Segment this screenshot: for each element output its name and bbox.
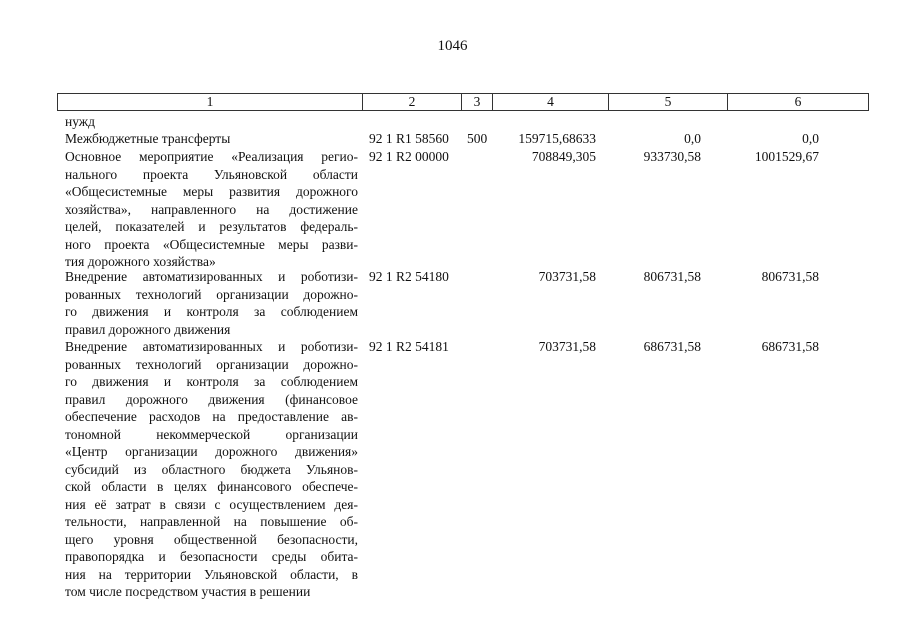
header-col-5: 5: [609, 94, 728, 111]
header-col-3: 3: [462, 94, 493, 111]
header-col-1: 1: [58, 94, 363, 111]
description-line: ного проекта «Общесистемные меры разви-: [65, 236, 358, 252]
amount-col-4: 708849,305: [531, 149, 596, 164]
description-line: нального проекта Ульяновской области: [65, 166, 358, 182]
expense-type: 500: [467, 131, 488, 146]
header-col-4: 4: [493, 94, 609, 111]
amount-col-4: 703731,58: [538, 339, 596, 354]
amount-col-6: 1001529,67: [754, 149, 819, 164]
description-line: рованных технологий организации дорожно-: [65, 286, 358, 302]
description-line: рованных технологий организации дорожно-: [65, 356, 358, 372]
header-row: [58, 94, 869, 111]
description-line: обеспечение расходов на предоставление ав-: [65, 409, 358, 424]
row-description: [65, 338, 358, 601]
description-line: правил дорожного движения (финансовое: [65, 391, 358, 407]
description-line: нужд: [65, 114, 95, 129]
description-line: ской области в целях финансового обеспече-: [65, 479, 358, 494]
amount-col-5: 806731,58: [643, 269, 701, 284]
amount-col-5: 0,0: [684, 131, 701, 146]
description-line: Основное мероприятие «Реализация регио-: [65, 149, 358, 164]
row-description: [65, 113, 358, 131]
amount-col-4: 159715,68633: [518, 131, 596, 146]
amount-col-6: 686731,58: [761, 339, 819, 354]
budget-code: 92 1 R2 00000: [369, 149, 449, 164]
description-line: том числе посредством участия в решении: [65, 584, 311, 599]
description-line: правопорядка и безопасности среды обита-: [65, 549, 358, 564]
row-description: [65, 268, 358, 338]
description-line: целей, показателей и результатов федераль-: [65, 219, 358, 234]
row-description: [65, 148, 358, 271]
description-line: щего уровня общественной безопасности,: [65, 531, 358, 547]
description-line: тия дорожного хозяйства»: [65, 254, 216, 269]
amount-col-6: 0,0: [802, 131, 819, 146]
description-line: «Центр организации дорожного движения»: [65, 444, 358, 459]
page-number: 1046: [437, 38, 468, 54]
amount-col-6: 806731,58: [761, 269, 819, 284]
row-description: [65, 130, 358, 148]
description-line: ния на территории Ульяновской области, в: [65, 566, 358, 582]
description-line: тельности, направленной на повышение об-: [65, 514, 358, 529]
description-line: субсидий из областного бюджета Ульянов-: [65, 461, 358, 477]
budget-code: 92 1 R1 58560: [369, 131, 449, 146]
description-line: Внедрение автоматизированных и роботизи-: [65, 339, 358, 354]
description-line: ния её затрат в связи с осуществлением дея-: [65, 496, 358, 512]
amount-col-5: 933730,58: [643, 149, 701, 164]
description-line: «Общесистемные меры развития дорожного: [65, 184, 358, 199]
table-header: [57, 93, 869, 111]
header-col-2: 2: [363, 94, 462, 111]
description-line: го движения и контроля за соблюдением: [65, 304, 358, 319]
description-line: го движения и контроля за соблюдением: [65, 374, 358, 389]
description-line: правил дорожного движения: [65, 321, 231, 337]
description-line: Межбюджетные трансферты: [65, 131, 231, 146]
header-col-6: 6: [728, 94, 869, 111]
amount-col-4: 703731,58: [538, 269, 596, 284]
amount-col-5: 686731,58: [643, 339, 701, 354]
description-line: Внедрение автоматизированных и роботизи-: [65, 269, 358, 284]
description-line: тономной некоммерческой организации: [65, 426, 358, 442]
description-line: хозяйства», направленного на достижение: [65, 201, 358, 217]
budget-code: 92 1 R2 54181: [369, 339, 449, 354]
budget-code: 92 1 R2 54180: [369, 269, 449, 284]
